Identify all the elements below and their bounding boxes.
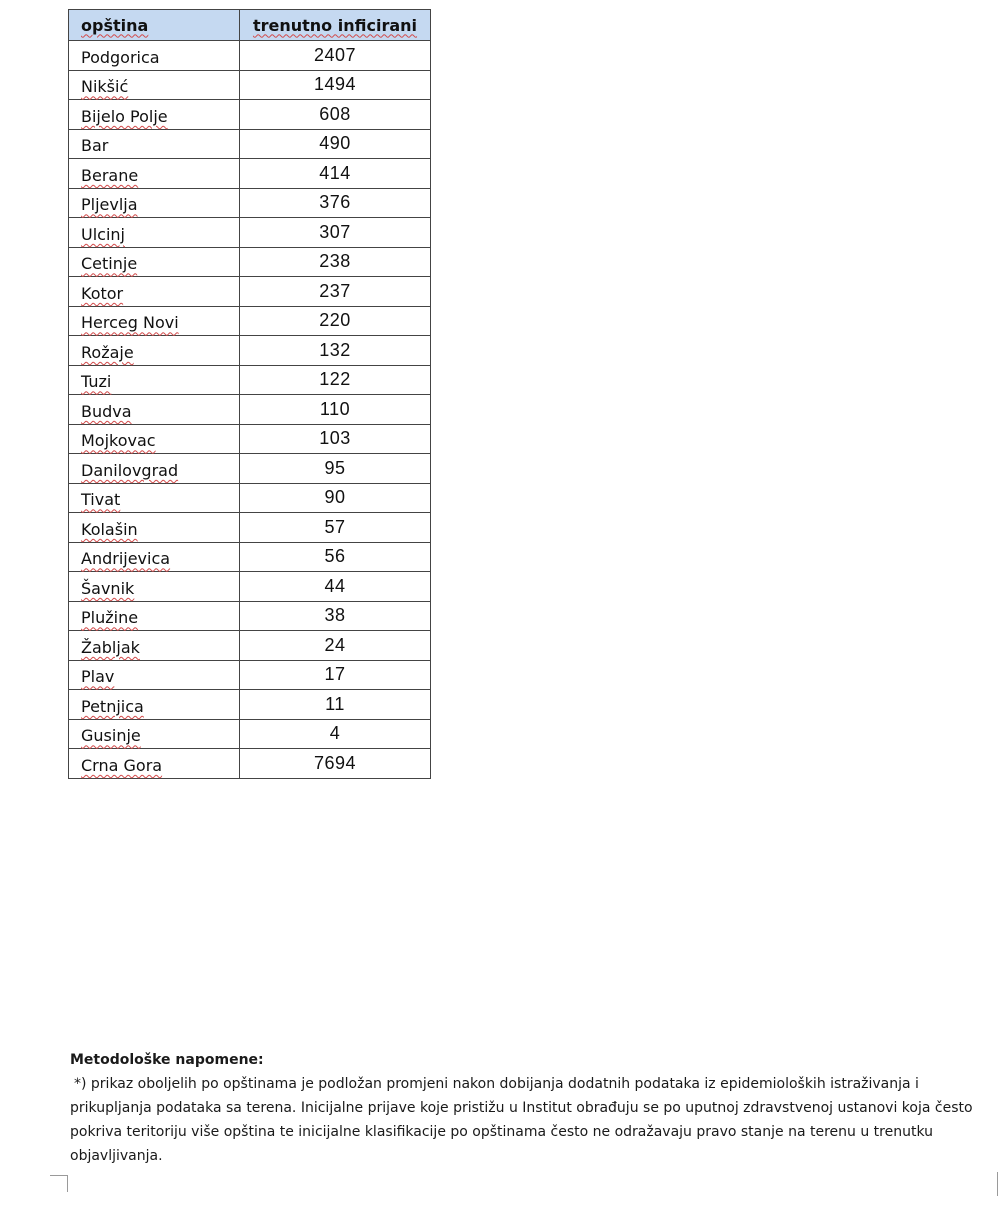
infected-count-cell: 414 bbox=[240, 159, 431, 189]
infected-count-cell: 103 bbox=[240, 424, 431, 454]
header-currently-infected: trenutno inficirani bbox=[240, 10, 431, 41]
municipality-name: Kotor bbox=[81, 283, 124, 303]
table-body bbox=[69, 41, 431, 779]
municipality-name: Žabljak bbox=[81, 637, 140, 657]
infected-count-cell: 17 bbox=[240, 660, 431, 690]
municipality-cell bbox=[69, 306, 240, 336]
municipality-name: Tivat bbox=[81, 490, 121, 510]
table-row bbox=[69, 277, 431, 307]
infected-count-cell: 608 bbox=[240, 100, 431, 130]
infected-count-cell: 24 bbox=[240, 631, 431, 661]
infected-count-cell: 2407 bbox=[240, 41, 431, 71]
page-corner-mark-left bbox=[50, 1175, 68, 1192]
table-row bbox=[69, 188, 431, 218]
infected-count-cell: 56 bbox=[240, 542, 431, 572]
table-row bbox=[69, 542, 431, 572]
table-row bbox=[69, 218, 431, 248]
municipality-name: Cetinje bbox=[81, 254, 138, 274]
municipality-name: Plužine bbox=[81, 608, 139, 628]
municipality-name: Petnjica bbox=[81, 696, 144, 716]
municipality-cell bbox=[69, 277, 240, 307]
infected-count-cell: 238 bbox=[240, 247, 431, 277]
municipality-name: Pljevlja bbox=[81, 195, 138, 215]
infected-by-municipality-table bbox=[68, 9, 431, 779]
infected-count-cell: 110 bbox=[240, 395, 431, 425]
table-row bbox=[69, 513, 431, 543]
municipality-name: Podgorica bbox=[81, 47, 160, 67]
municipality-cell bbox=[69, 247, 240, 277]
table-row bbox=[69, 690, 431, 720]
header-municipality: opština bbox=[69, 10, 240, 41]
infected-count-cell: 220 bbox=[240, 306, 431, 336]
municipality-cell bbox=[69, 631, 240, 661]
infected-count-cell: 7694 bbox=[240, 749, 431, 779]
municipality-cell bbox=[69, 424, 240, 454]
municipality-name: Ulcinj bbox=[81, 224, 125, 244]
municipality-cell bbox=[69, 690, 240, 720]
municipality-cell bbox=[69, 542, 240, 572]
municipality-cell bbox=[69, 100, 240, 130]
infected-count-cell: 11 bbox=[240, 690, 431, 720]
table-row bbox=[69, 483, 431, 513]
municipality-cell bbox=[69, 336, 240, 366]
municipality-cell bbox=[69, 572, 240, 602]
table-row bbox=[69, 159, 431, 189]
municipality-cell bbox=[69, 483, 240, 513]
municipality-name: Nikšić bbox=[81, 77, 129, 97]
municipality-cell bbox=[69, 719, 240, 749]
infected-count-cell: 490 bbox=[240, 129, 431, 159]
municipality-name: Tuzi bbox=[81, 372, 112, 392]
table-row bbox=[69, 247, 431, 277]
table-row bbox=[69, 395, 431, 425]
notes-body: *) prikaz oboljelih po opštinama je podložan promjeni nakon dobijanja dodatnih podataka iz epidemioloških istraživanja i prikupljanja podataka sa terena. Inicijalne prijave koje pristižu u Institut obrađuju se po uputnoj zdravstvenoj ustanovi koja često pokriva teritoriju više opština te inicijalne klasifikacije po opštinama često ne odražavaju pravo stanje na terenu u trenutku objavljivanja. bbox=[70, 1076, 973, 1164]
municipality-cell bbox=[69, 365, 240, 395]
municipality-cell bbox=[69, 218, 240, 248]
municipality-cell bbox=[69, 159, 240, 189]
infected-count-cell: 122 bbox=[240, 365, 431, 395]
municipality-cell bbox=[69, 41, 240, 71]
table-row bbox=[69, 41, 431, 71]
municipality-name: Danilovgrad bbox=[81, 460, 179, 480]
municipality-cell bbox=[69, 454, 240, 484]
municipality-name: Šavnik bbox=[81, 578, 135, 598]
table-row bbox=[69, 424, 431, 454]
infected-count-cell: 4 bbox=[240, 719, 431, 749]
municipality-name: Bijelo Polje bbox=[81, 106, 168, 126]
municipality-cell bbox=[69, 70, 240, 100]
infected-count-cell: 132 bbox=[240, 336, 431, 366]
table-row bbox=[69, 454, 431, 484]
infected-count-cell: 38 bbox=[240, 601, 431, 631]
infected-count-cell: 1494 bbox=[240, 70, 431, 100]
notes-heading: Metodološke napomene: bbox=[70, 1052, 264, 1068]
municipality-name: Mojkovac bbox=[81, 431, 156, 451]
table-row bbox=[69, 129, 431, 159]
table-row bbox=[69, 365, 431, 395]
municipality-cell bbox=[69, 188, 240, 218]
municipality-name: Gusinje bbox=[81, 726, 141, 746]
municipality-cell bbox=[69, 749, 240, 779]
table-header-row bbox=[69, 10, 431, 41]
table-row bbox=[69, 719, 431, 749]
table-row bbox=[69, 660, 431, 690]
infected-count-cell: 307 bbox=[240, 218, 431, 248]
municipality-name: Rožaje bbox=[81, 342, 134, 362]
table-row bbox=[69, 100, 431, 130]
table-row bbox=[69, 631, 431, 661]
municipality-name: Herceg Novi bbox=[81, 313, 179, 333]
table-row bbox=[69, 572, 431, 602]
municipality-name: Berane bbox=[81, 165, 139, 185]
municipality-name: Budva bbox=[81, 401, 132, 421]
municipality-cell bbox=[69, 513, 240, 543]
table-row bbox=[69, 336, 431, 366]
infected-count-cell: 237 bbox=[240, 277, 431, 307]
infected-count-cell: 57 bbox=[240, 513, 431, 543]
municipality-cell bbox=[69, 395, 240, 425]
infected-count-cell: 95 bbox=[240, 454, 431, 484]
table-row bbox=[69, 306, 431, 336]
municipality-cell bbox=[69, 660, 240, 690]
municipality-cell bbox=[69, 129, 240, 159]
municipality-name: Bar bbox=[81, 136, 109, 156]
municipality-name: Plav bbox=[81, 667, 115, 687]
infected-count-cell: 44 bbox=[240, 572, 431, 602]
municipality-name: Kolašin bbox=[81, 519, 138, 539]
table-row bbox=[69, 70, 431, 100]
infected-count-cell: 376 bbox=[240, 188, 431, 218]
table-row bbox=[69, 601, 431, 631]
municipality-name: Andrijevica bbox=[81, 549, 171, 569]
table-row bbox=[69, 749, 431, 779]
infected-count-cell: 90 bbox=[240, 483, 431, 513]
municipality-cell bbox=[69, 601, 240, 631]
methodological-notes bbox=[70, 1048, 995, 1168]
municipality-name: Crna Gora bbox=[81, 755, 163, 775]
